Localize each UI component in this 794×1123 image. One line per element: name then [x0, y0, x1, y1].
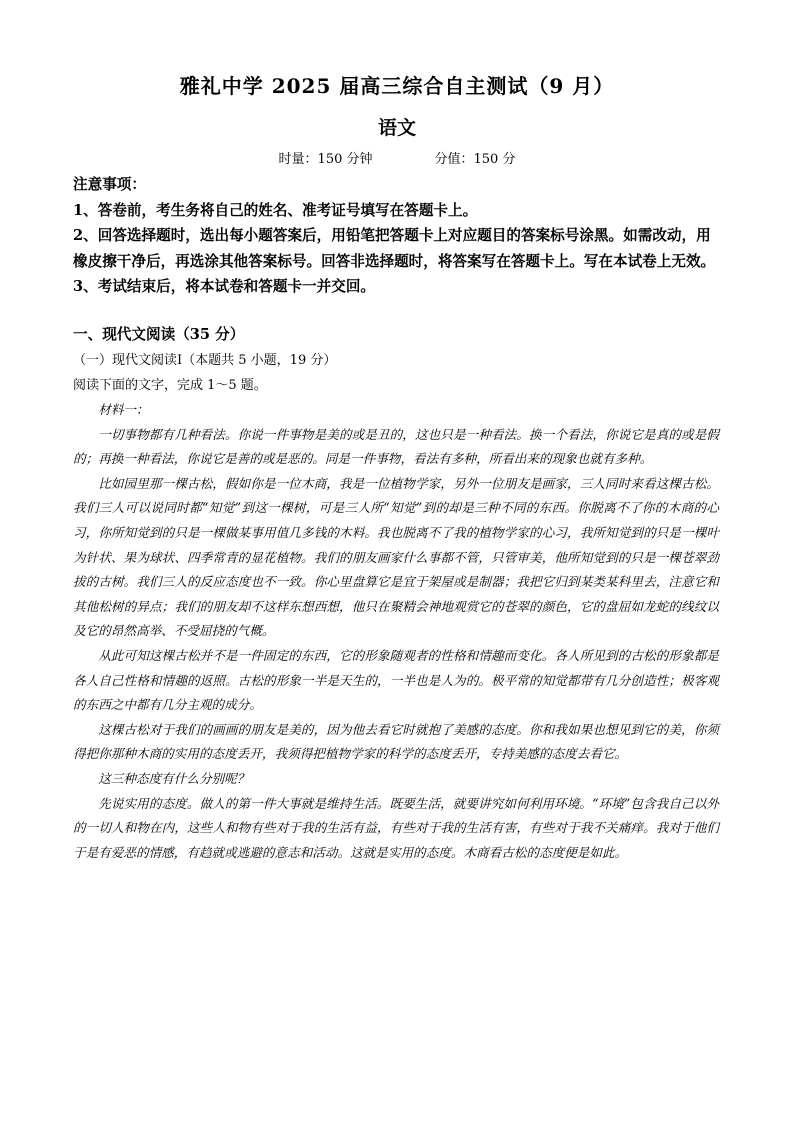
exam-meta: [0, 148, 794, 167]
time-limit: 时量：150 分钟: [278, 152, 373, 167]
section-title: 一、现代文阅读（35 分）: [73, 326, 245, 343]
notes-heading: 注意事项：: [73, 176, 146, 193]
passage-paragraph: 比如园里那一棵古松，假如你是一位木商，我是一位植物学家，另外一位朋友是画家，三人同时来看这棵古松。我们三人可以说同时都“知觉”到这一棵树，可是三人所“知觉”到的却是三种不同的东西。你脱离不了你的木商的心习，你所知觉到的只是一棵做某事用值几多钱的木料。我也脱离不了我的植物学家的心习，我所知觉到的只是一棵叶为针状、果为球状、四季常青的显花植物。我们的朋友画家什么事都不管，只管审美，他所知觉到的只是一棵苍翠劲拔的古树。我们三人的反应态度也不一致。你心里盘算它是宜于架屋或是制器；我把它归到某类某科里去，注意它和其他松树的异点；我们的朋友却不这样东想西想，他只在聚精会神地观赏它的苍翠的颜色，它的盘屈如龙蛇的线纹以及它的昂然高举、不受屈挠的气概。: [73, 475, 719, 639]
note-item: 3、考试结束后，将本试卷和答题卡一并交回。: [73, 278, 376, 295]
passage-paragraph: 这三种态度有什么分别呢？: [98, 770, 250, 786]
subject-title: 语文: [377, 117, 416, 139]
passage-paragraph: 从此可知这棵古松并不是一件固定的东西，它的形象随观者的性格和情趣而变化。各人所见到的古松的形象都是各人自己性格和情趣的返照。古松的形象一半是天生的，一半也是人为的。极平常的知觉都带有几分创造性；极客观的东西之中都有几分主观的成分。: [73, 647, 719, 713]
notes-block: [73, 172, 723, 300]
passage-paragraph: 先说实用的态度。做人的第一件大事就是维持生活。既要生活，就要讲究如何利用环境。“环境”包含我自己以外的一切人和物在内，这些人和物有些对于我的生活有益，有些对于我的生活有害，有些对于我不关痛痒。我对于他们于是有爱恶的情感，有趋就或逃避的意志和活动。这就是实用的态度。木商看古松的态度便是如此。: [73, 795, 719, 860]
total-score: 分值：150 分: [434, 152, 516, 167]
note-item: 2、回答选择题时，选出每小题答案后，用铅笔把答题卡上对应题目的答案标号涂黑。如需改动，用橡皮擦干净后，再选涂其他答案标号。回答非选择题时，将答案写在答题卡上。写在本试卷上无效。: [73, 227, 716, 270]
reading-passage: [73, 398, 719, 865]
passage-paragraph: 这棵古松对于我们的画画的朋友是美的，因为他去看它时就抱了美感的态度。你和我如果也想见到它的美，你须得把你那种木商的实用的态度丢开，我须得把植物学家的科学的态度丢开，专持美感的态度去看它。: [73, 721, 719, 762]
note-item: 1、答卷前，考生务将自己的姓名、准考证号填写在答题卡上。: [73, 201, 478, 219]
exam-title: 雅礼中学 2025 届高三综合自主测试（9 月）: [179, 74, 615, 98]
material-label: 材料一：: [98, 402, 149, 417]
subsection-title: （一）现代文阅读Ⅰ（本题共 5 小题，19 分）: [73, 353, 337, 368]
reading-instruction: 阅读下面的文字，完成 1～5 题。: [73, 378, 267, 393]
passage-paragraph: 一切事物都有几种看法。你说一件事物是美的或是丑的，这也只是一种看法。换一个看法，你说它是真的或是假的；再换一种看法，你说它是善的或是恶的。同是一件事物，看法有多种，所看出来的现象也就有多种。: [73, 426, 719, 467]
